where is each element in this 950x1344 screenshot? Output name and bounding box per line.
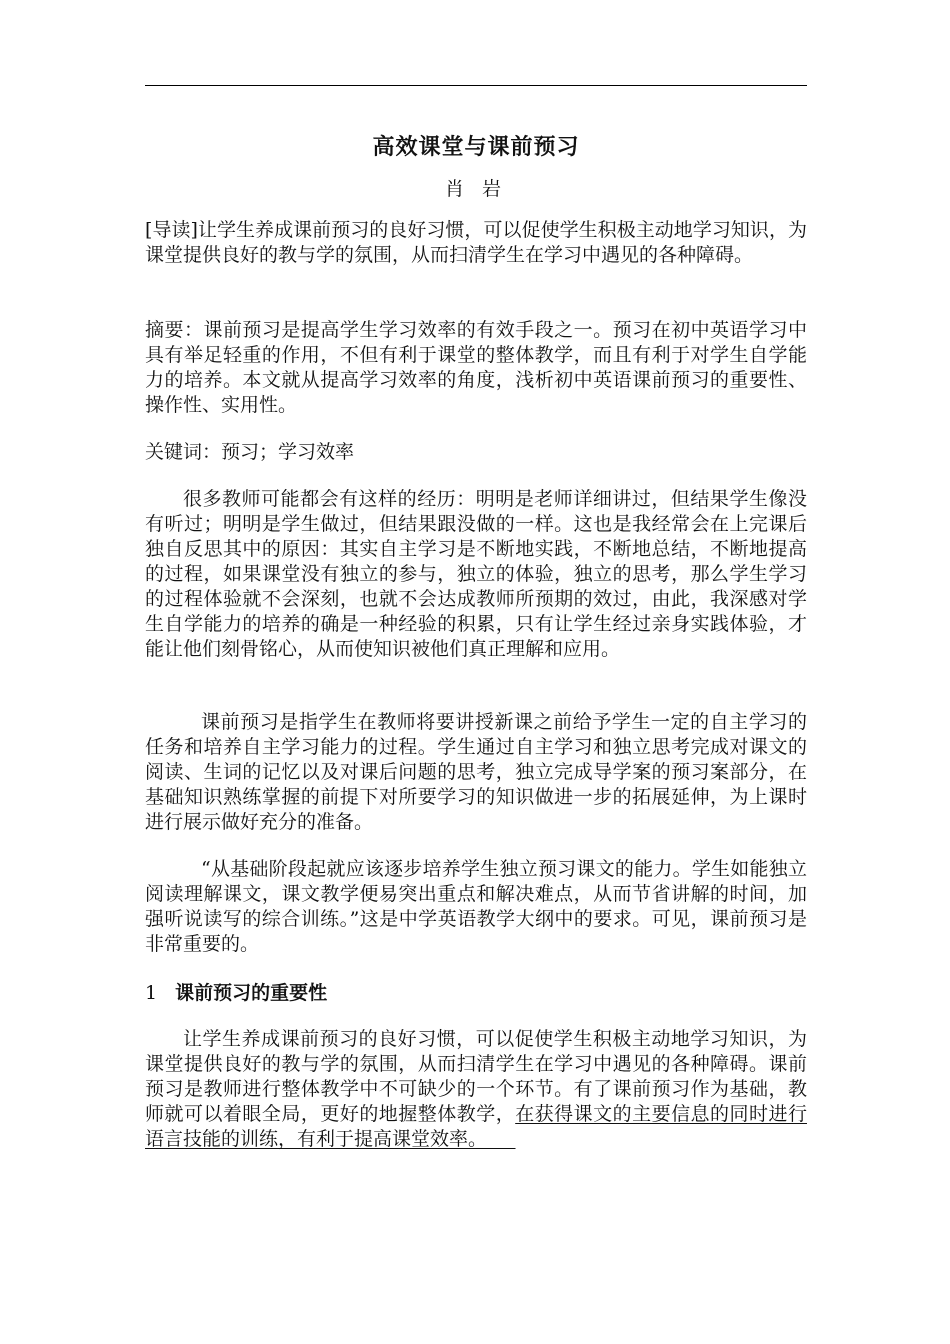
document-title: 高效课堂与课前预习 bbox=[372, 135, 580, 160]
body-paragraph-2: 课前预习是指学生在教师将要讲授新课之前给予学生一定的自主学习的任务和培养自主学习能力的过程。学生通过自主学习和独立思考完成对课文的阅读、生词的记忆以及对课后问题的思考，独立完成导学案的预习案部分，在基础知识熟练掌握的前提下对所要学习的知识做进一步的拓展延伸，为上课时进行展示做好充分的准备。 bbox=[145, 711, 807, 833]
keywords-paragraph: 关键词：预习；学习效率 bbox=[145, 441, 355, 463]
section-heading-1 bbox=[145, 978, 327, 1005]
body-paragraph-3: “从基础阶段起就应该逐步培养学生独立预习课文的能力。学生如能独立阅读理解课文，课文教学便易突出重点和解决难点，从而节省讲解的时间，加强听说读写的综合训练。”这是中学英语教学大纲中的要求。可见，课前预习是非常重要的。 bbox=[145, 858, 807, 955]
abstract-paragraph: 摘要：课前预习是提高学生学习效率的有效手段之一。预习在初中英语学习中具有举足轻重的作用，不但有利于课堂的整体教学，而且有利于对学生自学能力的培养。本文就从提高学习效率的角度，浅析初中英语课前预习的重要性、操作性、实用性。 bbox=[145, 319, 807, 416]
document-author: 肖 岩 bbox=[444, 178, 508, 200]
underlined-sentence: 在获得课文的主要信息的同时进行语言技能的训练，有利于提高课堂效率。 bbox=[145, 1103, 807, 1150]
section-title: 课前预习的重要性 bbox=[175, 982, 328, 1004]
header-rule bbox=[145, 85, 807, 86]
body-paragraph-4 bbox=[145, 1027, 807, 1152]
section-number: 1 bbox=[145, 982, 158, 1004]
body-paragraph-1: 很多教师可能都会有这样的经历：明明是老师详细讲过，但结果学生像没有听过；明明是学生做过，但结果跟没做的一样。这也是我经常会在上完课后独自反思其中的原因：其实自主学习是不断地实践，不断地总结，不断地提高的过程，如果课堂没有独立的参与，独立的体验，独立的思考，那么学生学习的过程体验就不会深刻，也就不会达成教师所预期的效过，由此，我深感对学生自学能力的培养的确是一种经验的积累，只有让学生经过亲身实践体验，才能让他们刻骨铭心，从而使知识被他们真正理解和应用。 bbox=[145, 488, 807, 660]
body-paragraph-4-text: 让学生养成课前预习的良好习惯，可以促使学生积极主动地学习知识，为课堂提供良好的教与学的氛围，从而扫清学生在学习中遇见的各种障碍。课前预习是教师进行整体教学中不可缺少的一个环节。有了课前预习作为基础，教师就可以着眼全局，更好的地握整体教学， bbox=[145, 1028, 807, 1125]
intro-paragraph: [导读]让学生养成课前预习的良好习惯，可以促使学生积极主动地学习知识，为课堂提供良好的教与学的氛围，从而扫清学生在学习中遇见的各种障碍。 bbox=[145, 219, 807, 266]
